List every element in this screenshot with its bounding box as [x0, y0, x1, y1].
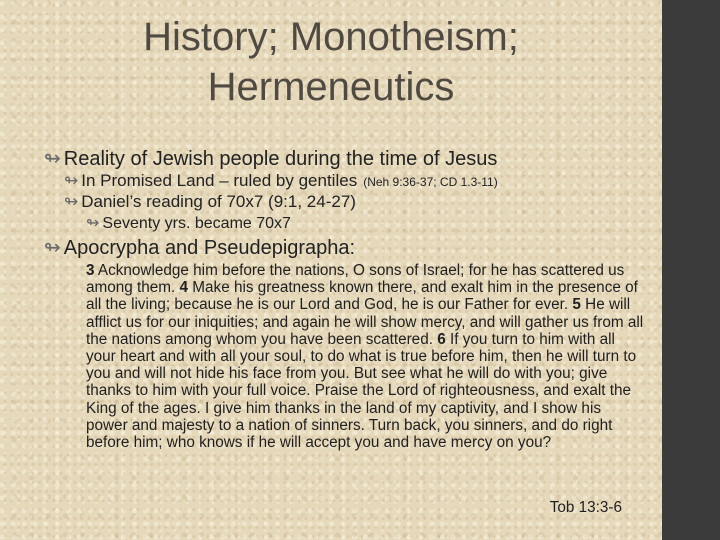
- tobit-quote: [86, 262, 646, 451]
- verse-text: If you turn to him with all your heart and with all your soul, to do what is true before him, then he will turn to you and will not hide his face from you. But see what he will do with you; give thanks to him with your full voice. Praise the Lord of righteousness, and exalt the King of the ages. I give him thanks in the land of my captivity, and I show his power and majesty to a nation of sinners. Turn back, you sinners, and do right before him; who knows if he will accept you and have mercy on you?: [86, 330, 637, 452]
- dark-sidebar: [662, 0, 720, 540]
- bullet-daniel: [64, 192, 356, 212]
- bullet-text: Daniel’s reading of 70x7 (9:1, 24-27): [81, 192, 356, 211]
- bullet-text: Seventy yrs. became 70x7: [102, 215, 291, 232]
- slide-title: [0, 12, 662, 112]
- verse-text: He will afflict us for our iniquities; and again he will show mercy, and will gather us from all the nations among whom you have been scattered.: [86, 296, 644, 348]
- bullet-reality: [44, 146, 497, 171]
- bullet-reference: (Neh 9:36-37; CD 1.3-11): [363, 175, 498, 189]
- curl-arrow-icon: ↬: [64, 171, 79, 190]
- verse-number: 5: [572, 296, 581, 314]
- bullet-apocrypha: [44, 235, 355, 260]
- verse-number: 4: [179, 279, 189, 297]
- verse-number: 6: [437, 330, 446, 348]
- curl-arrow-icon: ↬: [64, 192, 79, 211]
- quote-citation: Tob 13:3-6: [549, 499, 622, 516]
- bullet-text: In Promised Land – ruled by gentiles: [81, 171, 358, 190]
- curl-arrow-icon: ↬: [86, 215, 100, 232]
- bullet-text: Apocrypha and Pseudepigrapha:: [63, 237, 356, 259]
- verse-number: 3: [86, 262, 95, 279]
- bullet-seventy-years: [86, 213, 291, 233]
- bullet-promised-land: [64, 171, 498, 191]
- verse-text: Acknowledge him before the nations, O sons of Israel; for he has scattered us among them.: [86, 262, 625, 297]
- title-line-2: Hermeneutics: [207, 65, 455, 109]
- verse-text: Make his greatness known there, and exalt him in the presence of all the living; because he is our Lord and God, he is our Father for ever.: [86, 279, 638, 314]
- title-line-1: History; Monotheism;: [143, 15, 519, 59]
- curl-arrow-icon: ↬: [44, 148, 61, 170]
- bullet-text: Reality of Jewish people during the time of Jesus: [63, 148, 498, 170]
- curl-arrow-icon: ↬: [44, 237, 61, 259]
